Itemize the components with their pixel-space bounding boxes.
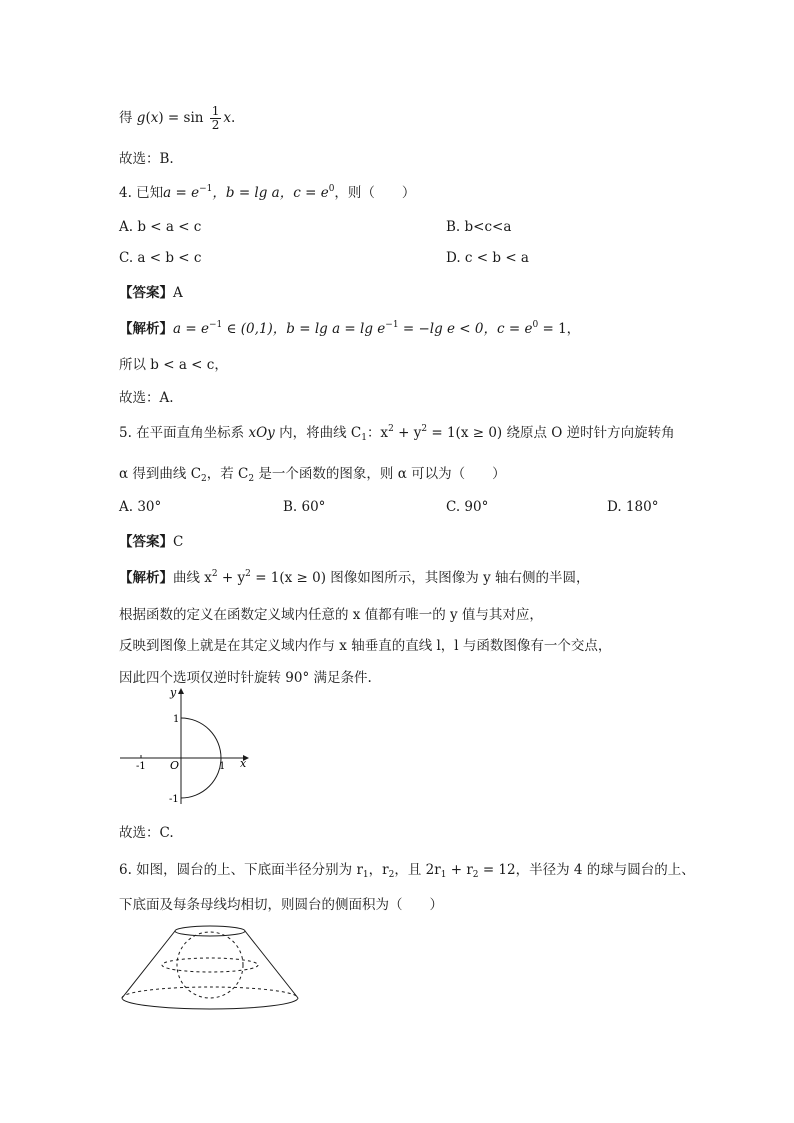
t: 内，将曲线 C [274,425,362,441]
sub: 2 [248,474,255,484]
frustum-sphere-figure [115,918,305,1013]
q4-option-b[interactable]: B. b<c<a [446,219,512,235]
sub: 2 [472,870,479,880]
q4-option-c[interactable]: C. a < b < c [119,250,202,266]
answer-label: 【答案】 [119,285,173,301]
t: = 1(x ≥ 0) 绕原点 O 逆时针方向旋转角 [427,425,675,441]
q4-choose: 故选：A. [119,390,174,406]
bottom-base-front [122,998,298,1009]
sup: 2 [245,569,251,579]
sub: 2 [201,474,207,484]
semicircle-graph [115,684,255,809]
q5-analysis-3: 反映到图像上就是在其定义域内作与 x 轴垂直的直线 l，l 与函数图像有一个交点， [119,638,612,654]
q5-option-d[interactable]: D. 180° [607,499,659,515]
q6-stem-2: 下底面及每条母线均相切，则圆台的侧面积为（ ） [119,897,443,913]
math-sin: = sin [163,110,204,126]
t: = 12，半径为 4 的球与圆台的上、 [478,862,695,878]
q4-stem [119,181,415,201]
top-base [175,926,245,936]
q5-answer [119,530,183,550]
t: α 得到曲线 C [119,466,202,482]
q5-option-b[interactable]: B. 60° [283,499,326,515]
tick-x-pos-label: 1 [219,761,226,772]
math: ∈ (0,1)，b = lg a = lg e [222,321,386,337]
t: ，r [368,862,389,878]
answer-value: C [173,534,184,550]
q4-a-exp: −1 [199,184,213,194]
generatrix-left [122,931,175,998]
answer-label: 【答案】 [119,534,173,550]
q4-suffix: ，则（ ） [334,185,416,201]
q4-option-a[interactable]: A. b < a < c [119,219,202,235]
t: = 1(x ≥ 0) 图像如图所示，其图像为 y 轴右侧的半圆， [250,570,590,586]
prev-choose: 故选：B. [119,151,174,167]
y-axis-label: y [170,686,177,699]
sub: 1 [361,433,367,443]
t: 曲线 x [173,570,212,586]
tick-y-neg-label: -1 [169,794,179,805]
text: 得 [119,110,137,126]
math-x-end: x [223,110,232,126]
math: a = e [173,321,209,337]
q5-option-a[interactable]: A. 30° [119,499,162,515]
exp: 0 [532,320,539,330]
q6-stem-1 [119,858,695,880]
t: 5. 在平面直角坐标系 [119,425,249,441]
q4-analysis-2: 所以 b < a < c， [119,357,228,373]
t: + y [217,570,246,586]
q4-option-d[interactable]: D. c < b < a [446,250,529,266]
sup: 2 [421,424,428,434]
t: + r [446,862,473,878]
sphere-equator [162,958,258,972]
q5-analysis-4: 因此四个选项仅逆时针旋转 90° 满足条件. [119,670,372,686]
prev-answer-formula: 得 g(x) = sin $\frac{1}{2}$ x. [119,104,236,132]
q5-choose: 故选：C. [119,825,174,841]
q4-a-def: a = e [163,185,200,201]
math-g: g [136,110,146,126]
t: + y [393,425,422,441]
t: 6. 如图，圆台的上、下底面半径分别为 r [119,862,363,878]
answer-value: A [173,285,183,301]
t: ，若 C [206,466,249,482]
frac-num: 1 [211,104,220,118]
sub: 1 [362,870,369,880]
q4-b-def: ，b = lg a [212,185,280,201]
frac-den: 2 [211,118,220,132]
sup: 2 [388,424,394,434]
sub: 1 [440,870,447,880]
tick-x-neg-label: -1 [136,761,146,772]
q4-c-def: ，c = e [279,185,329,201]
q5-stem-2 [119,462,506,484]
x-axis-label: x [240,757,247,770]
t: ，且 2r [394,862,441,878]
math: = −lg e < 0，c = e [398,321,533,337]
dot: . [231,110,236,126]
q5-analysis-2: 根据函数的定义在函数定义域内任意的 x 值都有唯一的 y 值与其对应， [119,607,543,623]
t: ：x [366,425,389,441]
sup: 2 [211,569,218,579]
q5-analysis-1 [119,566,590,586]
t: 是一个函数的图象，则 α 可以为（ ） [254,466,506,482]
fraction [210,105,222,132]
exp: −1 [385,320,399,330]
q4-answer [119,281,183,301]
q4-prefix: 4. 已知 [119,185,164,201]
q5-option-c[interactable]: C. 90° [446,499,489,515]
q4-c-exp: 0 [328,184,335,194]
analysis-label: 【解析】 [119,321,173,337]
exp: −1 [208,320,223,330]
sphere [177,932,243,998]
math: = 1， [538,321,581,337]
analysis-label: 【解析】 [119,570,173,586]
tick-y-pos-label: 1 [173,714,180,725]
xoy: xOy [248,425,275,441]
q5-stem-1 [119,421,675,443]
math-x: x [150,110,159,126]
sub: 2 [388,870,395,880]
q4-analysis-1 [119,317,580,337]
bottom-base-back [122,987,298,998]
origin-label: O [170,759,180,772]
